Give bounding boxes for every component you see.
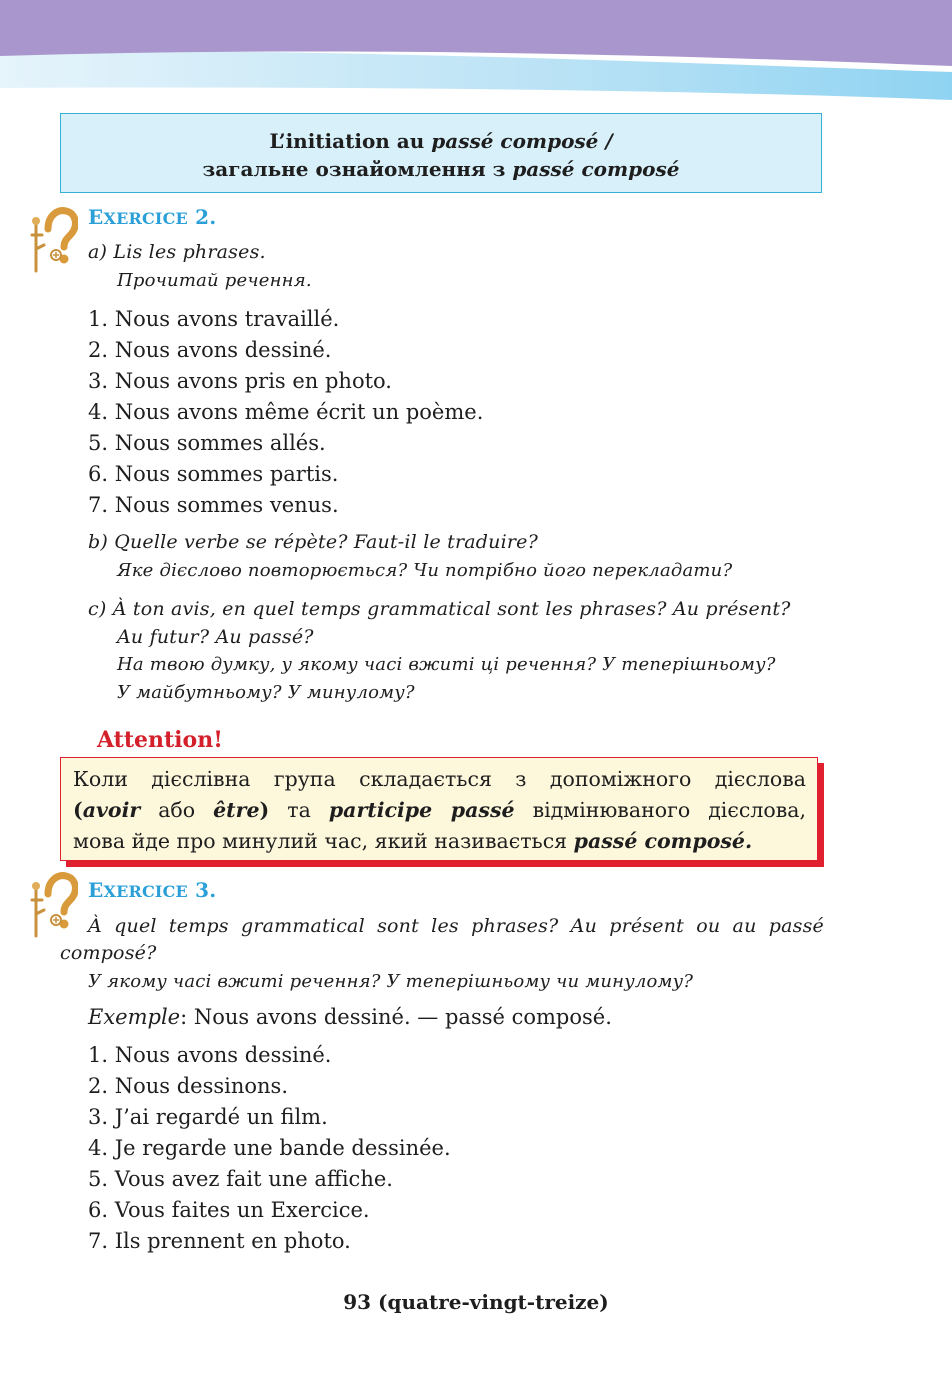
title-fr-italic: passé composé / [431, 129, 613, 153]
exercise-2-a-uk: Прочитай речення. [117, 270, 312, 291]
list-item: 4. Nous avons même écrit un poème. [88, 400, 484, 424]
rule-passe-compose: passé composé. [573, 829, 753, 853]
rule-etre: être [213, 798, 260, 822]
attention-label: Attention! [97, 727, 223, 753]
list-item: 5. Vous avez fait une affiche. [88, 1167, 393, 1191]
rule-text-1: Коли дієслівна група складається з допоміжного дієслова [73, 767, 806, 791]
title-fr-plain: L’initiation au [269, 129, 432, 153]
list-item: 7. Ils prennent en photo. [88, 1229, 351, 1253]
exercise-2-number: 2. [195, 205, 217, 229]
exercise-2-b-uk: Яке дієслово повторюється? Чи потрібно його перекладати? [117, 560, 733, 581]
rule-participe-passe: participe passé [328, 798, 515, 822]
rule-paren-open: ( [73, 798, 83, 822]
question-mark-figure-icon [26, 870, 78, 942]
exercise-3-list [88, 1040, 451, 1257]
exercise-3-number: 3. [195, 878, 217, 902]
page-number-words: (quatre-vingt-treize) [371, 1290, 609, 1314]
rule-line-2 [73, 795, 806, 826]
exercise-3-example [88, 1005, 612, 1029]
rule-avoir: avoir [82, 798, 141, 822]
exercise-2-list [88, 304, 483, 521]
list-item: 3. J’ai regardé un film. [88, 1105, 328, 1129]
rule-line-1 [73, 764, 806, 795]
page-footer [0, 1290, 952, 1314]
section-title-box [60, 113, 822, 193]
rule-text-3: мова йде про минулий час, який називається [73, 829, 574, 853]
list-item: 1. Nous avons travaillé. [88, 307, 340, 331]
list-item: 6. Vous faites un Exercice. [88, 1198, 370, 1222]
rule-or: або [140, 798, 214, 822]
title-uk-plain: загальне ознайомлення з [202, 157, 513, 181]
example-label: Exemple [88, 1005, 181, 1029]
exercise-3-instruction-fr-1: À quel temps grammatical sont les phrases? Au présent ou au passé [88, 915, 824, 937]
grammar-rule-box [60, 757, 818, 861]
rule-and: та [269, 798, 329, 822]
exercise-3-instruction-uk: У якому часі вжиті речення? У теперішньому чи минулому? [88, 971, 694, 992]
list-item: 5. Nous sommes allés. [88, 431, 326, 455]
exercise-2-c-fr-1: c) À ton avis, en quel temps grammatical sont les phrases? Au présent? [88, 598, 791, 620]
header-band [0, 0, 952, 100]
list-item: 6. Nous sommes partis. [88, 462, 339, 486]
exercise-2-c-fr-2: Au futur? Au passé? [117, 626, 314, 648]
list-item: 1. Nous avons dessiné. [88, 1043, 332, 1067]
exercise-2-b-fr: b) Quelle verbe se répète? Faut-il le traduire? [88, 531, 538, 553]
list-item: 3. Nous avons pris en photo. [88, 369, 392, 393]
list-item: 2. Nous avons dessiné. [88, 338, 332, 362]
list-item: 4. Je regarde une bande dessinée. [88, 1136, 451, 1160]
exercise-2-heading [88, 205, 216, 229]
exercise-2-c-uk-2: У майбутньому? У минулому? [117, 682, 415, 703]
exercise-2-heading-word: XERCICE [103, 209, 188, 228]
exercise-2-a-fr: a) Lis les phrases. [88, 241, 266, 263]
example-text: : Nous avons dessiné. — passé composé. [180, 1005, 612, 1029]
list-item: 2. Nous dessinons. [88, 1074, 288, 1098]
rule-paren-close: ) [259, 798, 270, 822]
exercise-3-instruction-fr-2: composé? [60, 942, 157, 964]
exercise-3-heading-word: XERCICE [103, 882, 188, 901]
rule-line-3 [73, 826, 806, 857]
exercise-3-heading [88, 878, 216, 902]
list-item: 7. Nous sommes venus. [88, 493, 339, 517]
exercise-2-heading-initial: E [88, 205, 104, 229]
section-title-line-uk [61, 155, 821, 183]
rule-text-2-end: відмінюваного дієслова, [514, 798, 806, 822]
question-mark-figure-icon [26, 205, 78, 277]
exercise-3-heading-initial: E [88, 878, 104, 902]
section-title-line-fr [61, 127, 821, 155]
title-uk-italic: passé composé [512, 157, 680, 181]
exercise-2-c-uk-1: На твою думку, у якому часі вжиті ці речення? У теперішньому? [117, 654, 776, 675]
page-number: 93 [343, 1290, 372, 1314]
